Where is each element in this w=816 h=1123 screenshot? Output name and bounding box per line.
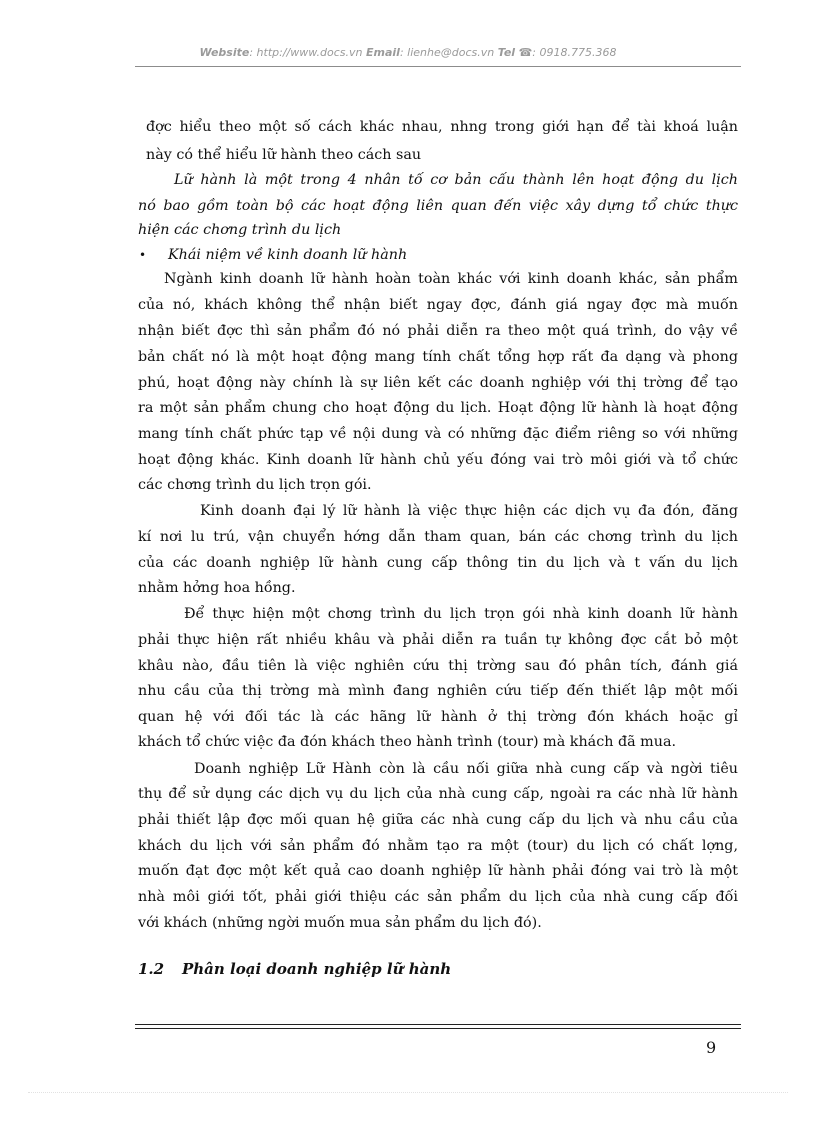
header-tel-value: : 0918.775.368 [532, 46, 617, 59]
paragraph-line: ra một sản phẩm chung cho hoạt động du lịch. Hoạt động lữ hành là hoạt động [138, 400, 738, 416]
paragraph-line: này có thể hiểu lữ hành theo cách sau [146, 147, 422, 163]
paragraph-line: đợc hiểu theo một số cách khác nhau, nhng trong giới hạn để tài khoá luận [146, 119, 738, 135]
paragraph-line: Khái niệm về kinh doanh lữ hành [168, 247, 408, 263]
paragraph-line: nhận biết đợc thì sản phẩm đó nó phải diễn ra theo một quá trình, do vậy về [138, 323, 738, 339]
header-website-value: : http://www.docs.vn [249, 46, 363, 59]
paragraph-line: thụ để sử dụng các dịch vụ du lịch của nhà cung cấp, ngoài ra các nhà lữ hành [138, 786, 738, 802]
section-title: Phân loại doanh nghiệp lữ hành [182, 960, 452, 978]
paragraph-line: Kinh doanh đại lý lữ hành là việc thực hiện các dịch vụ đa đón, đăng [200, 503, 738, 519]
header-website-label: Website [199, 46, 250, 59]
paragraph-line: Để thực hiện một chơng trình du lịch trọn gói nhà kinh doanh lữ hành [184, 606, 738, 622]
paragraph-line: quan hệ với đối tác là các hãng lữ hành ở thị trờng đón khách hoặc gỉ [138, 709, 738, 725]
bullet-icon: • [139, 248, 147, 262]
phone-icon: ☎ [518, 46, 533, 59]
section-number: 1.2 [138, 960, 165, 978]
paragraph-line: nhu cầu của thị trờng mà mình đang nghiên cứu tiếp đến thiết lập một mối [138, 683, 738, 699]
header-tel-label: Tel [497, 46, 516, 59]
paragraph-line: mang tính chất phức tạp về nội dung và có những đặc điểm riêng so với những [138, 426, 738, 442]
paragraph-line: với khách (những ngời muốn mua sản phẩm du lịch đó). [138, 915, 542, 931]
footer-rule-bottom [135, 1028, 741, 1029]
paragraph-line: hoạt động khác. Kinh doanh lữ hành chủ yếu đóng vai trò môi giới và tổ chức [138, 452, 738, 468]
paragraph-line: nhà môi giới tốt, phải giới thiệu các sản phẩm du lịch của nhà cung cấp đối [138, 889, 738, 905]
paragraph-line: kí nơi lu trú, vận chuyển hớng dẫn tham quan, bán các chơng trình du lịch [138, 529, 738, 545]
paragraph-line: bản chất nó là một hoạt động mang tính chất tổng hợp rất đa dạng và phong [138, 349, 738, 365]
paragraph-line: phải thực hiện rất nhiều khâu và phải diễn ra tuần tự không đợc cắt bỏ một [138, 632, 738, 648]
paragraph-line: khách tổ chức việc đa đón khách theo hành trình (tour) mà khách đã mua. [138, 734, 677, 750]
paragraph-line: Lữ hành là một trong 4 nhân tố cơ bản cấu thành lên hoạt động du lịch [174, 172, 738, 188]
paragraph-line: khâu nào, đầu tiên là việc nghiên cứu thị trờng sau đó phân tích, đánh giá [138, 658, 738, 674]
paragraph-line: nhằm hởng hoa hồng. [138, 580, 296, 596]
paragraph-line: Doanh nghiệp Lữ Hành còn là cầu nối giữa nhà cung cấp và ngời tiêu [194, 761, 738, 777]
paragraph-line: các chơng trình du lịch trọn gói. [138, 477, 372, 493]
paragraph-line: nó bao gồm toàn bộ các hoạt động liên quan đến việc xây dựng tổ chức thực [138, 198, 738, 214]
header-rule [135, 66, 741, 67]
page-number: 9 [706, 1038, 717, 1057]
paragraph-line: phú, hoạt động này chính là sự liên kết các doanh nghiệp với thị trờng để tạo [138, 375, 738, 391]
paragraph-line: hiện các chơng trình du lịch [138, 222, 342, 238]
paragraph-line: khách du lịch với sản phẩm đó nhằm tạo ra một (tour) du lịch có chất lợng, [138, 838, 738, 854]
page-edge-divider [28, 1092, 788, 1093]
paragraph-line: của nó, khách không thể nhận biết ngay đợc, đánh giá ngay đợc mà muốn [138, 297, 738, 313]
header-email-value: : lienhe@docs.vn [399, 46, 495, 59]
paragraph-line: phải thiết lập đợc mối quan hệ giữa các nhà cung cấp du lịch và nhu cầu của [138, 812, 738, 828]
paragraph-line: muốn đạt đợc một kết quả cao doanh nghiệp lữ hành phải đóng vai trò là một [138, 863, 738, 879]
paragraph-line: Ngành kinh doanh lữ hành hoàn toàn khác với kinh doanh khác, sản phẩm [164, 271, 738, 287]
section-heading [138, 960, 451, 978]
footer-rule-top [135, 1024, 741, 1025]
paragraph-line: của các doanh nghiệp lữ hành cung cấp thông tin du lịch và t vấn du lịch [138, 555, 738, 571]
page-header [0, 46, 816, 59]
header-email-label: Email [366, 46, 400, 59]
